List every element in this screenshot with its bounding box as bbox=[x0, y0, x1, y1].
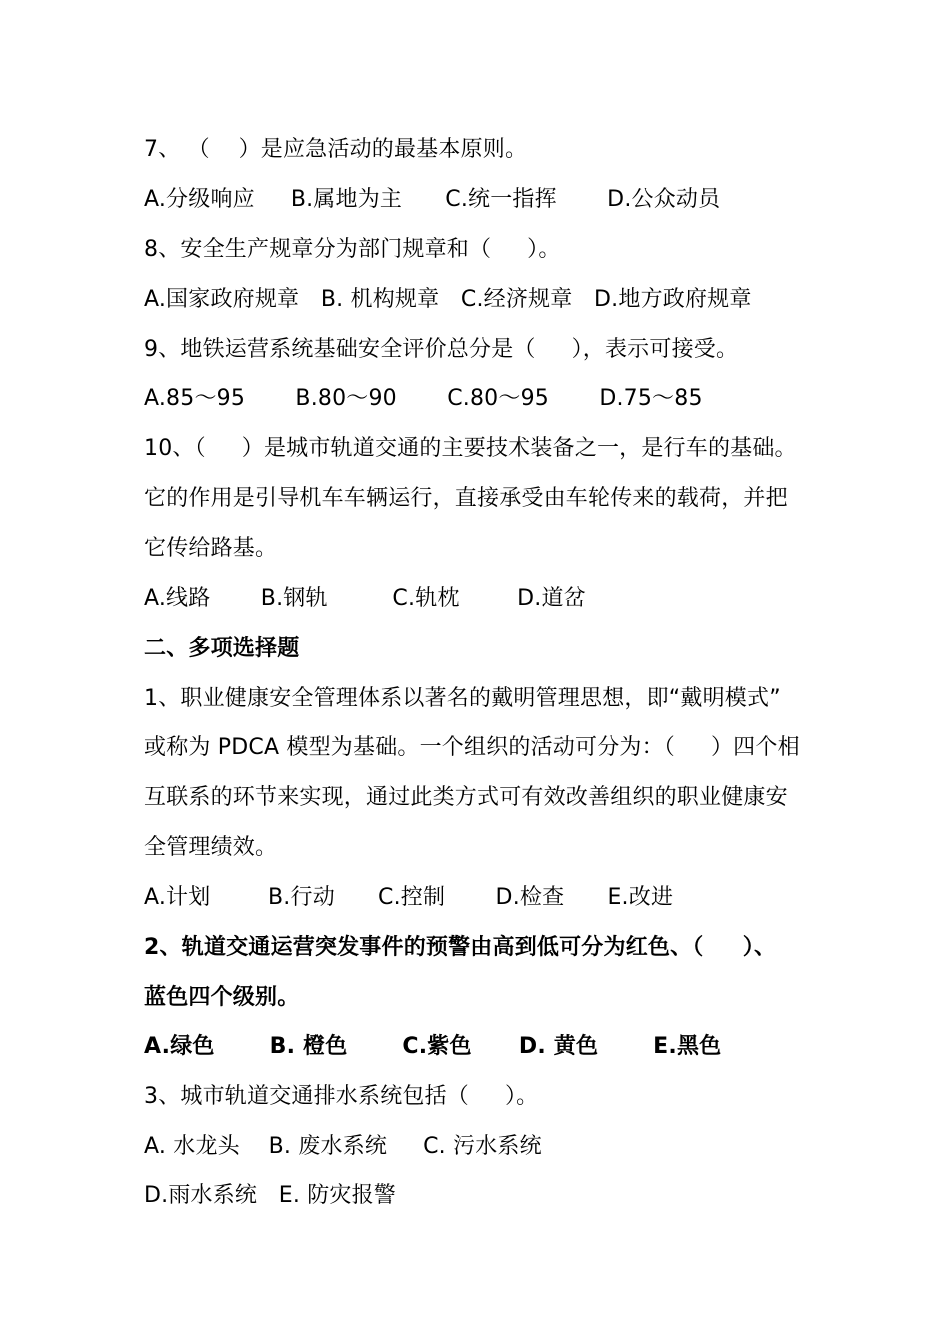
mc-question-3-options-line-2: D.雨水系统 E. 防灾报警 bbox=[144, 1183, 397, 1208]
mc-question-2-options: A.绿色 B. 橙色 C.紫色 D. 黄色 E.黑色 bbox=[144, 1034, 722, 1059]
question-10-options: A.线路 B.钢轨 C.轨枕 D.道岔 bbox=[144, 586, 586, 611]
mc-question-3-options-line-1: A. 水龙头 B. 废水系统 C. 污水系统 bbox=[144, 1134, 542, 1159]
mc-question-3: 3、城市轨道交通排水系统包括（ ）。 bbox=[144, 1084, 539, 1109]
mc-question-1-line-1: 1、职业健康安全管理体系以著名的戴明管理思想，即“戴明模式” bbox=[144, 686, 781, 711]
question-7: 7、 （ ）是应急活动的最基本原则。 bbox=[144, 137, 528, 162]
question-9: 9、地铁运营系统基础安全评价总分是（ ），表示可接受。 bbox=[144, 337, 739, 362]
question-10-line-2: 它的作用是引导机车车辆运行，直接承受由车轮传来的载荷，并把 bbox=[144, 486, 788, 511]
question-8-options: A.国家政府规章 B. 机构规章 C.经济规章 D.地方政府规章 bbox=[144, 287, 752, 312]
question-7-options: A.分级响应 B.属地为主 C.统一指挥 D.公众动员 bbox=[144, 187, 721, 212]
mc-question-1-options: A.计划 B.行动 C.控制 D.检查 E.改进 bbox=[144, 885, 674, 910]
mc-question-1-line-3: 互联系的环节来实现，通过此类方式可有效改善组织的职业健康安 bbox=[144, 785, 788, 810]
mc-question-2-line-1: 2、轨道交通运营突发事件的预警由高到低可分为红色、（ ）、 bbox=[144, 935, 777, 960]
mc-question-1-line-4: 全管理绩效。 bbox=[144, 835, 278, 860]
question-10-line-1: 10、（ ）是城市轨道交通的主要技术装备之一，是行车的基础。 bbox=[144, 436, 797, 461]
mc-question-2-line-2: 蓝色四个级别。 bbox=[144, 985, 300, 1010]
question-9-options: A.85～95 B.80～90 C.80～95 D.75～85 bbox=[144, 386, 703, 411]
section-heading-multiple-choice: 二、多项选择题 bbox=[144, 636, 300, 661]
mc-question-1-line-2: 或称为 PDCA 模型为基础。一个组织的活动可分为：（ ）四个相 bbox=[144, 735, 800, 760]
question-8: 8、安全生产规章分为部门规章和（ ）。 bbox=[144, 237, 561, 262]
question-10-line-3: 它传给路基。 bbox=[144, 536, 278, 561]
